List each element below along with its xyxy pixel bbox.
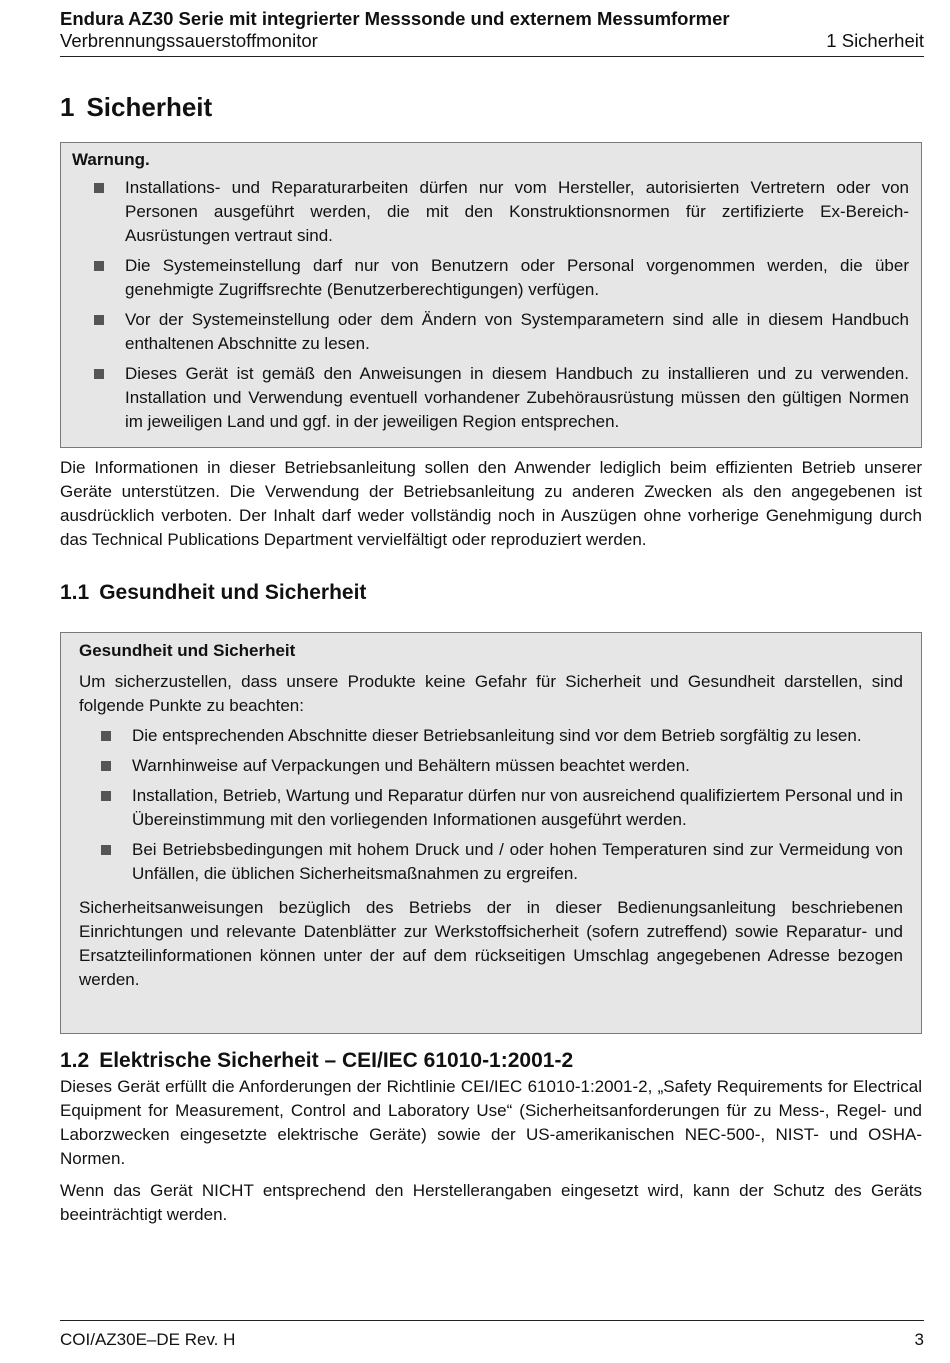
- warning-item: Installations- und Reparaturarbeiten dürfen nur vom Hersteller, autorisierten Vertretern oder von Personen ausgeführt werden, die mit den Konstruktionsnormen für zertifizierte Ex-Bereich-Ausrüstungen vertraut sind.: [72, 176, 909, 248]
- warning-item: Vor der Systemeinstellung oder dem Ändern von Systemparametern sind alle in diesem Handbuch enthaltenen Abschnitte zu lesen.: [72, 308, 909, 356]
- section-1-title: Sicherheit: [86, 92, 213, 122]
- warning-item: Dieses Gerät ist gemäß den Anweisungen in diesem Handbuch zu installieren und zu verwenden. Installation und Verwendung eventuell vorhandener Zubehörausrüstung müssen den gültigen Normen im jeweiligen Land und ggf. in der jeweiligen Region entsprechen.: [72, 362, 909, 434]
- section-1-2-title: Elektrische Sicherheit – CEI/IEC 61010-1:2001-2: [99, 1049, 574, 1072]
- section-1-2-heading: [60, 1048, 573, 1074]
- section-1-2-number: 1.2: [60, 1049, 90, 1072]
- health-box-title: Gesundheit und Sicherheit: [79, 641, 296, 660]
- footer-doc-id: COI/AZ30E–DE Rev. H: [60, 1330, 236, 1349]
- warning-item: Die Systemeinstellung darf nur von Benutzern oder Personal vorgenommen werden, die über genehmigte Zugriffsrechte (Benutzerberechtigungen) verfügen.: [72, 254, 909, 302]
- health-box-intro: Um sicherzustellen, dass unsere Produkte keine Gefahr für Sicherheit und Gesundheit darstellen, sind folgende Punkte zu beachten:: [79, 672, 903, 715]
- health-item: Bei Betriebsbedingungen mit hohem Druck und / oder hohen Temperaturen sind zur Vermeidung von Unfällen, die üblichen Sicherheitsmaßnahmen zu ergreifen.: [79, 838, 903, 886]
- footer-rule: [60, 1320, 924, 1321]
- health-safety-box: [60, 632, 922, 1034]
- section-1-heading: [60, 91, 212, 123]
- section-1-1-number: 1.1: [60, 581, 90, 604]
- health-list: [79, 724, 903, 886]
- header-title: Endura AZ30 Serie mit integrierter Messsonde und externem Messumformer: [60, 8, 730, 29]
- electrical-paragraph-2: Wenn das Gerät NICHT entsprechend den Herstellerangaben eingesetzt wird, kann der Schutz des Geräts beeinträchtigt werden.: [60, 1181, 922, 1224]
- section-1-1-title: Gesundheit und Sicherheit: [99, 581, 367, 604]
- header-section: 1 Sicherheit: [826, 30, 924, 51]
- health-item: Die entsprechenden Abschnitte dieser Betriebsanleitung sind vor dem Betrieb sorgfältig zu lesen.: [79, 724, 903, 748]
- section-1-number: 1: [60, 92, 75, 122]
- header-rule: [60, 56, 924, 57]
- health-item: Warnhinweise auf Verpackungen und Behältern müssen beachtet werden.: [79, 754, 903, 778]
- health-item: Installation, Betrieb, Wartung und Reparatur dürfen nur von ausreichend qualifiziertem Personal und in Übereinstimmung mit den vorliegenden Informationen ausgeführt werden.: [79, 784, 903, 832]
- warning-title: Warnung.: [72, 150, 150, 169]
- page-footer: [60, 1329, 924, 1351]
- electrical-paragraph-1: Dieses Gerät erfüllt die Anforderungen der Richtlinie CEI/IEC 61010-1:2001-2, „Safety Requirements for Electrical Equipment for Measurement, Control and Laboratory Use“ (Sicherheitsanforderungen für zu Mess-, Regel- und Laborzwecken eingesetzte elektrische Geräte) sowie der US-amerikanischen NEC-500-, NIST- und OSHA-Normen.: [60, 1077, 922, 1168]
- intro-paragraph: Die Informationen in dieser Betriebsanleitung sollen den Anwender lediglich beim effizienten Betrieb unserer Geräte unterstützen. Die Verwendung der Betriebsanleitung zu anderen Zwecken als den angegebenen ist ausdrücklich verboten. Der Inhalt darf weder vollständig noch in Auszügen ohne vorherige Genehmigung durch das Technical Publications Department vervielfältigt oder reproduziert werden.: [60, 458, 922, 549]
- header-subtitle: Verbrennungssauerstoffmonitor: [60, 30, 318, 51]
- warning-box: [60, 142, 922, 448]
- footer-page-number: 3: [914, 1330, 924, 1349]
- health-box-closing: Sicherheitsanweisungen bezüglich des Betriebs der in dieser Bedienungsanleitung beschriebenen Einrichtungen und relevante Datenblätter zur Werkstoffsicherheit (sofern zutreffend) sowie Reparatur- und Ersatzteilinformationen können unter der auf dem rückseitigen Umschlag angegebenen Adresse bezogen werden.: [79, 898, 903, 989]
- page-header: [60, 8, 924, 52]
- section-1-1-heading: [60, 580, 366, 606]
- warning-list: [72, 176, 909, 434]
- header-row: [60, 30, 924, 52]
